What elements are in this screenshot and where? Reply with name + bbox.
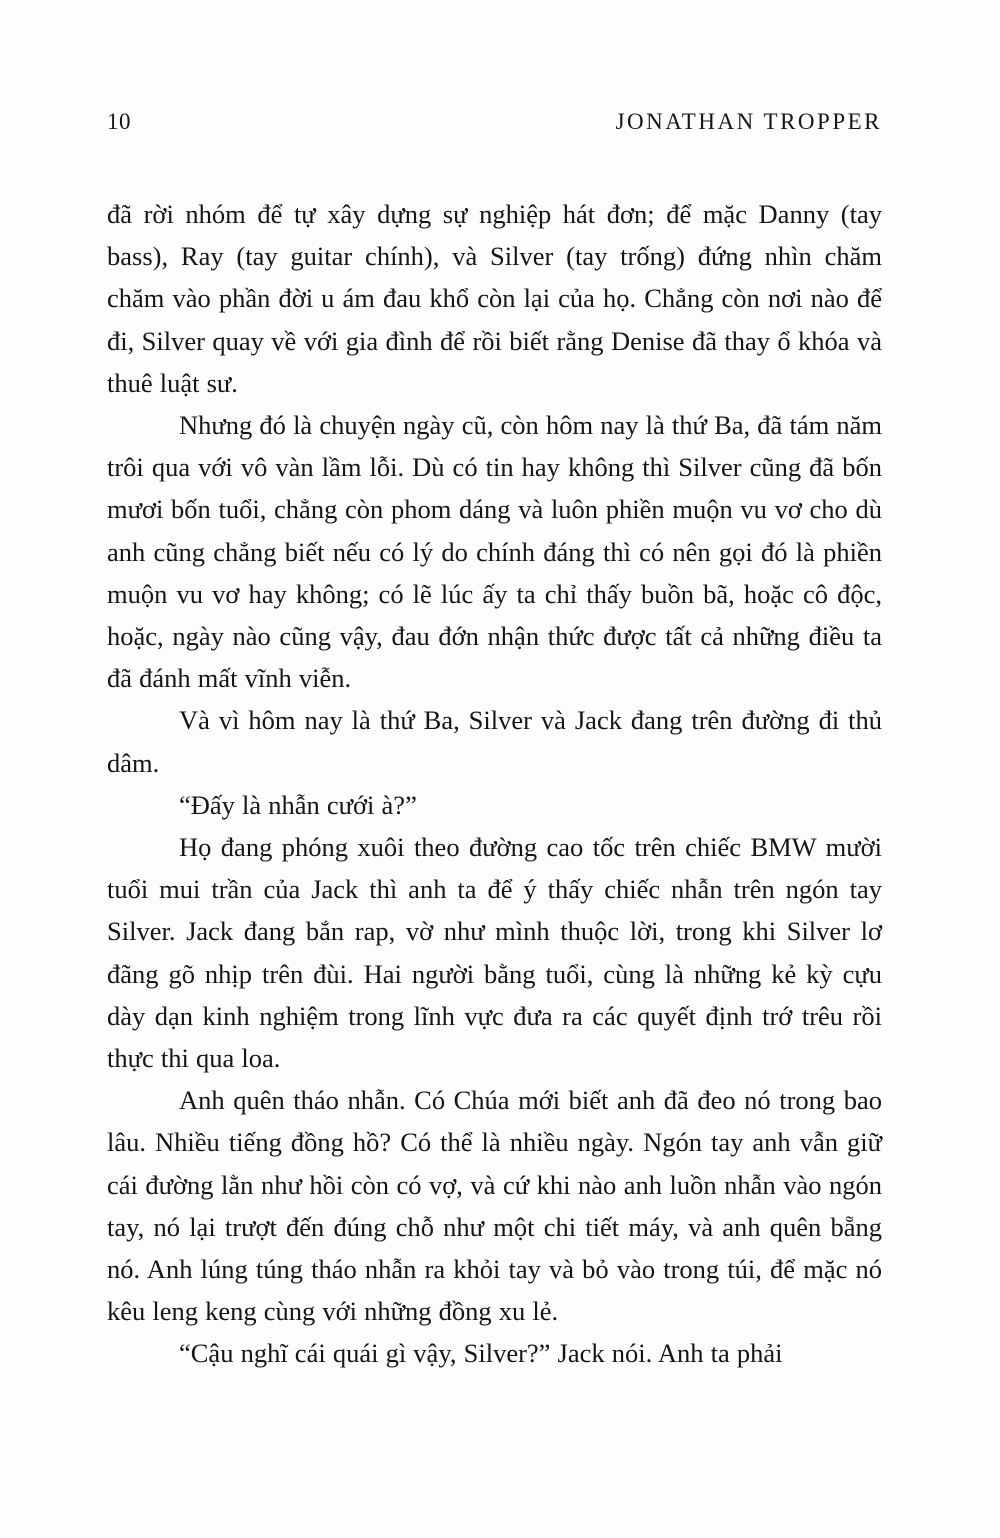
paragraph-dialogue: “Cậu nghĩ cái quái gì vậy, Silver?” Jack nói. Anh ta phải <box>179 1338 783 1369</box>
paragraph: Anh quên tháo nhẫn. Có Chúa mới biết anh đã đeo nó trong bao lâu. Nhiều tiếng đồng hồ? Có thể là nhiều ngày. Ngón tay anh vẫn giữ cái đường lằn như hồi còn có vợ, và cứ khi nào anh luồn nhẫn vào ngón tay, nó lại trượt đến đúng chỗ như một chi tiết máy, và anh quên bẵng nó. Anh lúng túng tháo nhẫn ra khỏi tay và bỏ vào trong túi, để mặc nó kêu leng keng cùng với những đồng xu lẻ. <box>107 1085 882 1327</box>
paragraph: Và vì hôm nay là thứ Ba, Silver và Jack đang trên đường đi thủ dâm. <box>107 705 882 778</box>
body-text <box>107 193 882 1375</box>
page-number: 10 <box>107 109 131 134</box>
paragraph: Nhưng đó là chuyện ngày cũ, còn hôm nay là thứ Ba, đã tám năm trôi qua với vô vàn lầm lỗi. Dù có tin hay không thì Silver cũng đã bốn mươi bốn tuổi, chẳng còn phom dáng và luôn phiền muộn vu vơ cho dù anh cũng chẳng biết nếu có lý do chính đáng thì có nên gọi đó là phiền muộn vu vơ hay không; có lẽ lúc ấy ta chỉ thấy buồn bã, hoặc cô độc, hoặc, ngày nào cũng vậy, đau đớn nhận thức được tất cả những điều ta đã đánh mất vĩnh viễn. <box>107 410 882 694</box>
paragraph-continuation: đã rời nhóm để tự xây dựng sự nghiệp hát đơn; để mặc Danny (tay bass), Ray (tay guitar chính), và Silver (tay trống) đứng nhìn chăm chăm vào phần đời u ám đau khổ còn lại của họ. Chẳng còn nơi nào để đi, Silver quay về với gia đình để rồi biết rằng Denise đã thay ổ khóa và thuê luật sư. <box>107 199 882 398</box>
running-header <box>107 108 882 136</box>
paragraph: Họ đang phóng xuôi theo đường cao tốc trên chiếc BMW mười tuổi mui trần của Jack thì anh ta để ý thấy chiếc nhẫn trên ngón tay Silver. Jack đang bắn rap, vờ như mình thuộc lời, trong khi Silver lơ đãng gõ nhịp trên đùi. Hai người bằng tuổi, cùng là những kẻ kỳ cựu dày dạn kinh nghiệm trong lĩnh vực đưa ra các quyết định trớ trêu rồi thực thi qua loa. <box>107 832 882 1074</box>
running-header-author: JONATHAN TROPPER <box>615 109 882 134</box>
paragraph-dialogue: “Đấy là nhẫn cưới à?” <box>179 789 417 820</box>
